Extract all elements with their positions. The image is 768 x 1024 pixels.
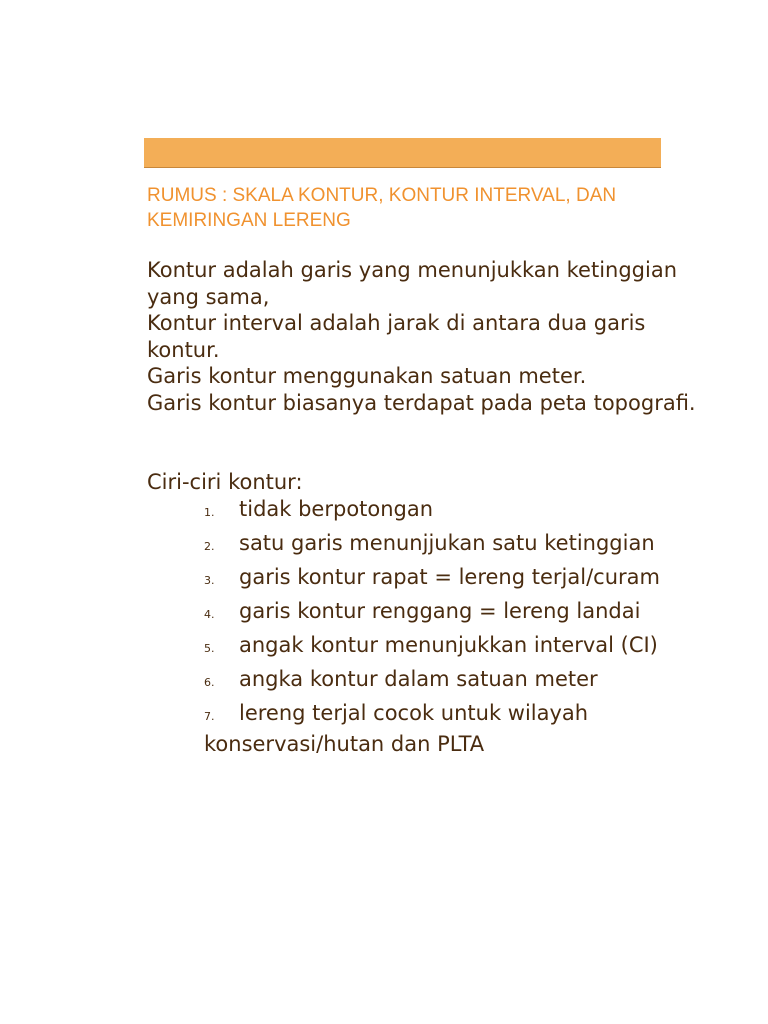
list-item-number: 7.	[204, 709, 215, 723]
list-item-text: angak kontur menunjukkan interval (CI)	[239, 632, 658, 657]
list-item	[204, 496, 674, 527]
list-item-text: angka kontur dalam satuan meter	[239, 666, 598, 691]
list-item	[204, 666, 674, 697]
feature-list	[204, 496, 674, 760]
intro-paragraph-interval: Kontur interval adalah jarak di antara dua garis kontur.	[147, 311, 646, 362]
list-item-number: 2.	[204, 539, 215, 553]
list-item	[204, 530, 674, 561]
list-item	[204, 700, 674, 757]
intro-paragraph-unit: Garis kontur menggunakan satuan meter.	[147, 364, 587, 389]
intro-paragraph-definition: Kontur adalah garis yang menunjukkan ketinggian yang sama,	[147, 258, 678, 309]
intro-section	[147, 257, 707, 417]
list-item	[204, 632, 674, 663]
list-item-number: 4.	[204, 607, 215, 621]
document-title: RUMUS : SKALA KONTUR, KONTUR INTERVAL, DAN KEMIRINGAN LERENG	[147, 185, 617, 231]
list-item-text: garis kontur rapat = lereng terjal/curam	[239, 564, 660, 589]
intro-paragraph-map: Garis kontur biasanya terdapat pada peta topografi.	[147, 390, 696, 415]
list-item-text: garis kontur renggang = lereng landai	[239, 598, 641, 623]
list-item-text: satu garis menunjjukan satu ketinggian	[239, 530, 655, 555]
header-accent-bar	[144, 138, 661, 168]
list-item-text: lereng terjal cocok untuk wilayah konservasi/hutan dan PLTA	[204, 700, 589, 756]
list-item-number: 5.	[204, 641, 215, 655]
list-item-text: tidak berpotongan	[239, 497, 434, 521]
list-item	[204, 564, 674, 595]
list-item-number: 6.	[204, 675, 215, 689]
features-heading: Ciri-ciri kontur:	[147, 470, 303, 494]
list-item-number: 3.	[204, 573, 215, 587]
list-item	[204, 598, 674, 629]
list-item-number: 1.	[204, 506, 215, 519]
